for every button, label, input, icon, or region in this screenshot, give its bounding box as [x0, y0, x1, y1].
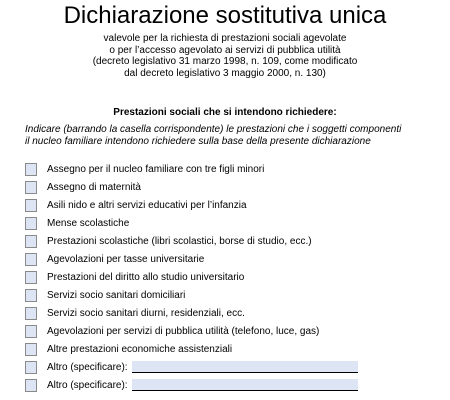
- other-item: [25, 377, 445, 393]
- service-checkbox[interactable]: [25, 217, 37, 230]
- service-checkbox[interactable]: [25, 235, 37, 248]
- intro-line: dal decreto legislativo 3 maggio 2000, n. 130): [124, 67, 326, 79]
- instruction-line: Indicare (barrando la casella corrispondente) le prestazioni che i soggetti componenti: [25, 124, 402, 135]
- service-label: Agevolazioni per tasse universitarie: [47, 253, 205, 265]
- document-subtitle: [0, 33, 450, 79]
- other-specify-field[interactable]: [132, 379, 358, 391]
- service-checkbox[interactable]: [25, 289, 37, 302]
- service-label: Agevolazioni per servizi di pubblica utilità (telefono, luce, gas): [47, 325, 320, 337]
- service-item: [25, 197, 445, 213]
- other-label: Altro (specificare):: [47, 379, 128, 391]
- intro-line: (decreto legislativo 31 marzo 1998, n. 109, come modificato: [92, 56, 358, 68]
- other-label: Altro (specificare):: [47, 361, 128, 373]
- service-item: [25, 323, 445, 339]
- service-item: [25, 269, 445, 285]
- service-item: [25, 233, 445, 249]
- service-checkbox[interactable]: [25, 325, 37, 338]
- service-item: [25, 179, 445, 195]
- service-checkbox[interactable]: [25, 343, 37, 356]
- service-checkbox[interactable]: [25, 199, 37, 212]
- service-label: Servizi socio sanitari diurni, residenziali, ecc.: [47, 307, 245, 319]
- intro-line: valevole per la richiesta di prestazioni sociali agevolate: [103, 33, 347, 44]
- document-title: Dichiarazione sostitutiva unica: [63, 2, 387, 29]
- service-label: Assegno per il nucleo familiare con tre figli minori: [47, 163, 265, 175]
- service-item: [25, 161, 445, 177]
- service-item: [25, 305, 445, 321]
- service-label: Prestazioni del diritto allo studio universitario: [47, 271, 245, 283]
- service-checkbox[interactable]: [25, 163, 37, 176]
- section-title: Prestazioni sociali che si intendono richiedere:: [113, 107, 337, 118]
- other-checkbox[interactable]: [25, 379, 37, 392]
- service-label: Servizi socio sanitari domiciliari: [47, 289, 186, 301]
- service-label: Altre prestazioni economiche assistenziali: [47, 343, 233, 355]
- instruction-line: il nucleo familiare intendono richiedere sulla base della presente dichiarazione: [25, 136, 371, 147]
- instruction-text: [25, 124, 445, 148]
- service-checkbox[interactable]: [25, 253, 37, 266]
- service-item: [25, 215, 445, 231]
- service-item: [25, 287, 445, 303]
- service-item: [25, 341, 445, 357]
- service-label: Asili nido e altri servizi educativi per l’infanzia: [47, 199, 247, 211]
- service-checkbox[interactable]: [25, 181, 37, 194]
- other-checkbox[interactable]: [25, 361, 37, 374]
- service-checkbox[interactable]: [25, 307, 37, 320]
- service-item: [25, 251, 445, 267]
- other-specify-field[interactable]: [132, 361, 358, 373]
- service-label: Assegno di maternità: [47, 181, 141, 193]
- service-label: Prestazioni scolastiche (libri scolastici, borse di studio, ecc.): [47, 235, 312, 247]
- other-item: [25, 359, 445, 375]
- service-label: Mense scolastiche: [47, 217, 130, 229]
- intro-line: o per l’accesso agevolato ai servizi di pubblica utilità: [109, 44, 341, 56]
- service-checkbox[interactable]: [25, 271, 37, 284]
